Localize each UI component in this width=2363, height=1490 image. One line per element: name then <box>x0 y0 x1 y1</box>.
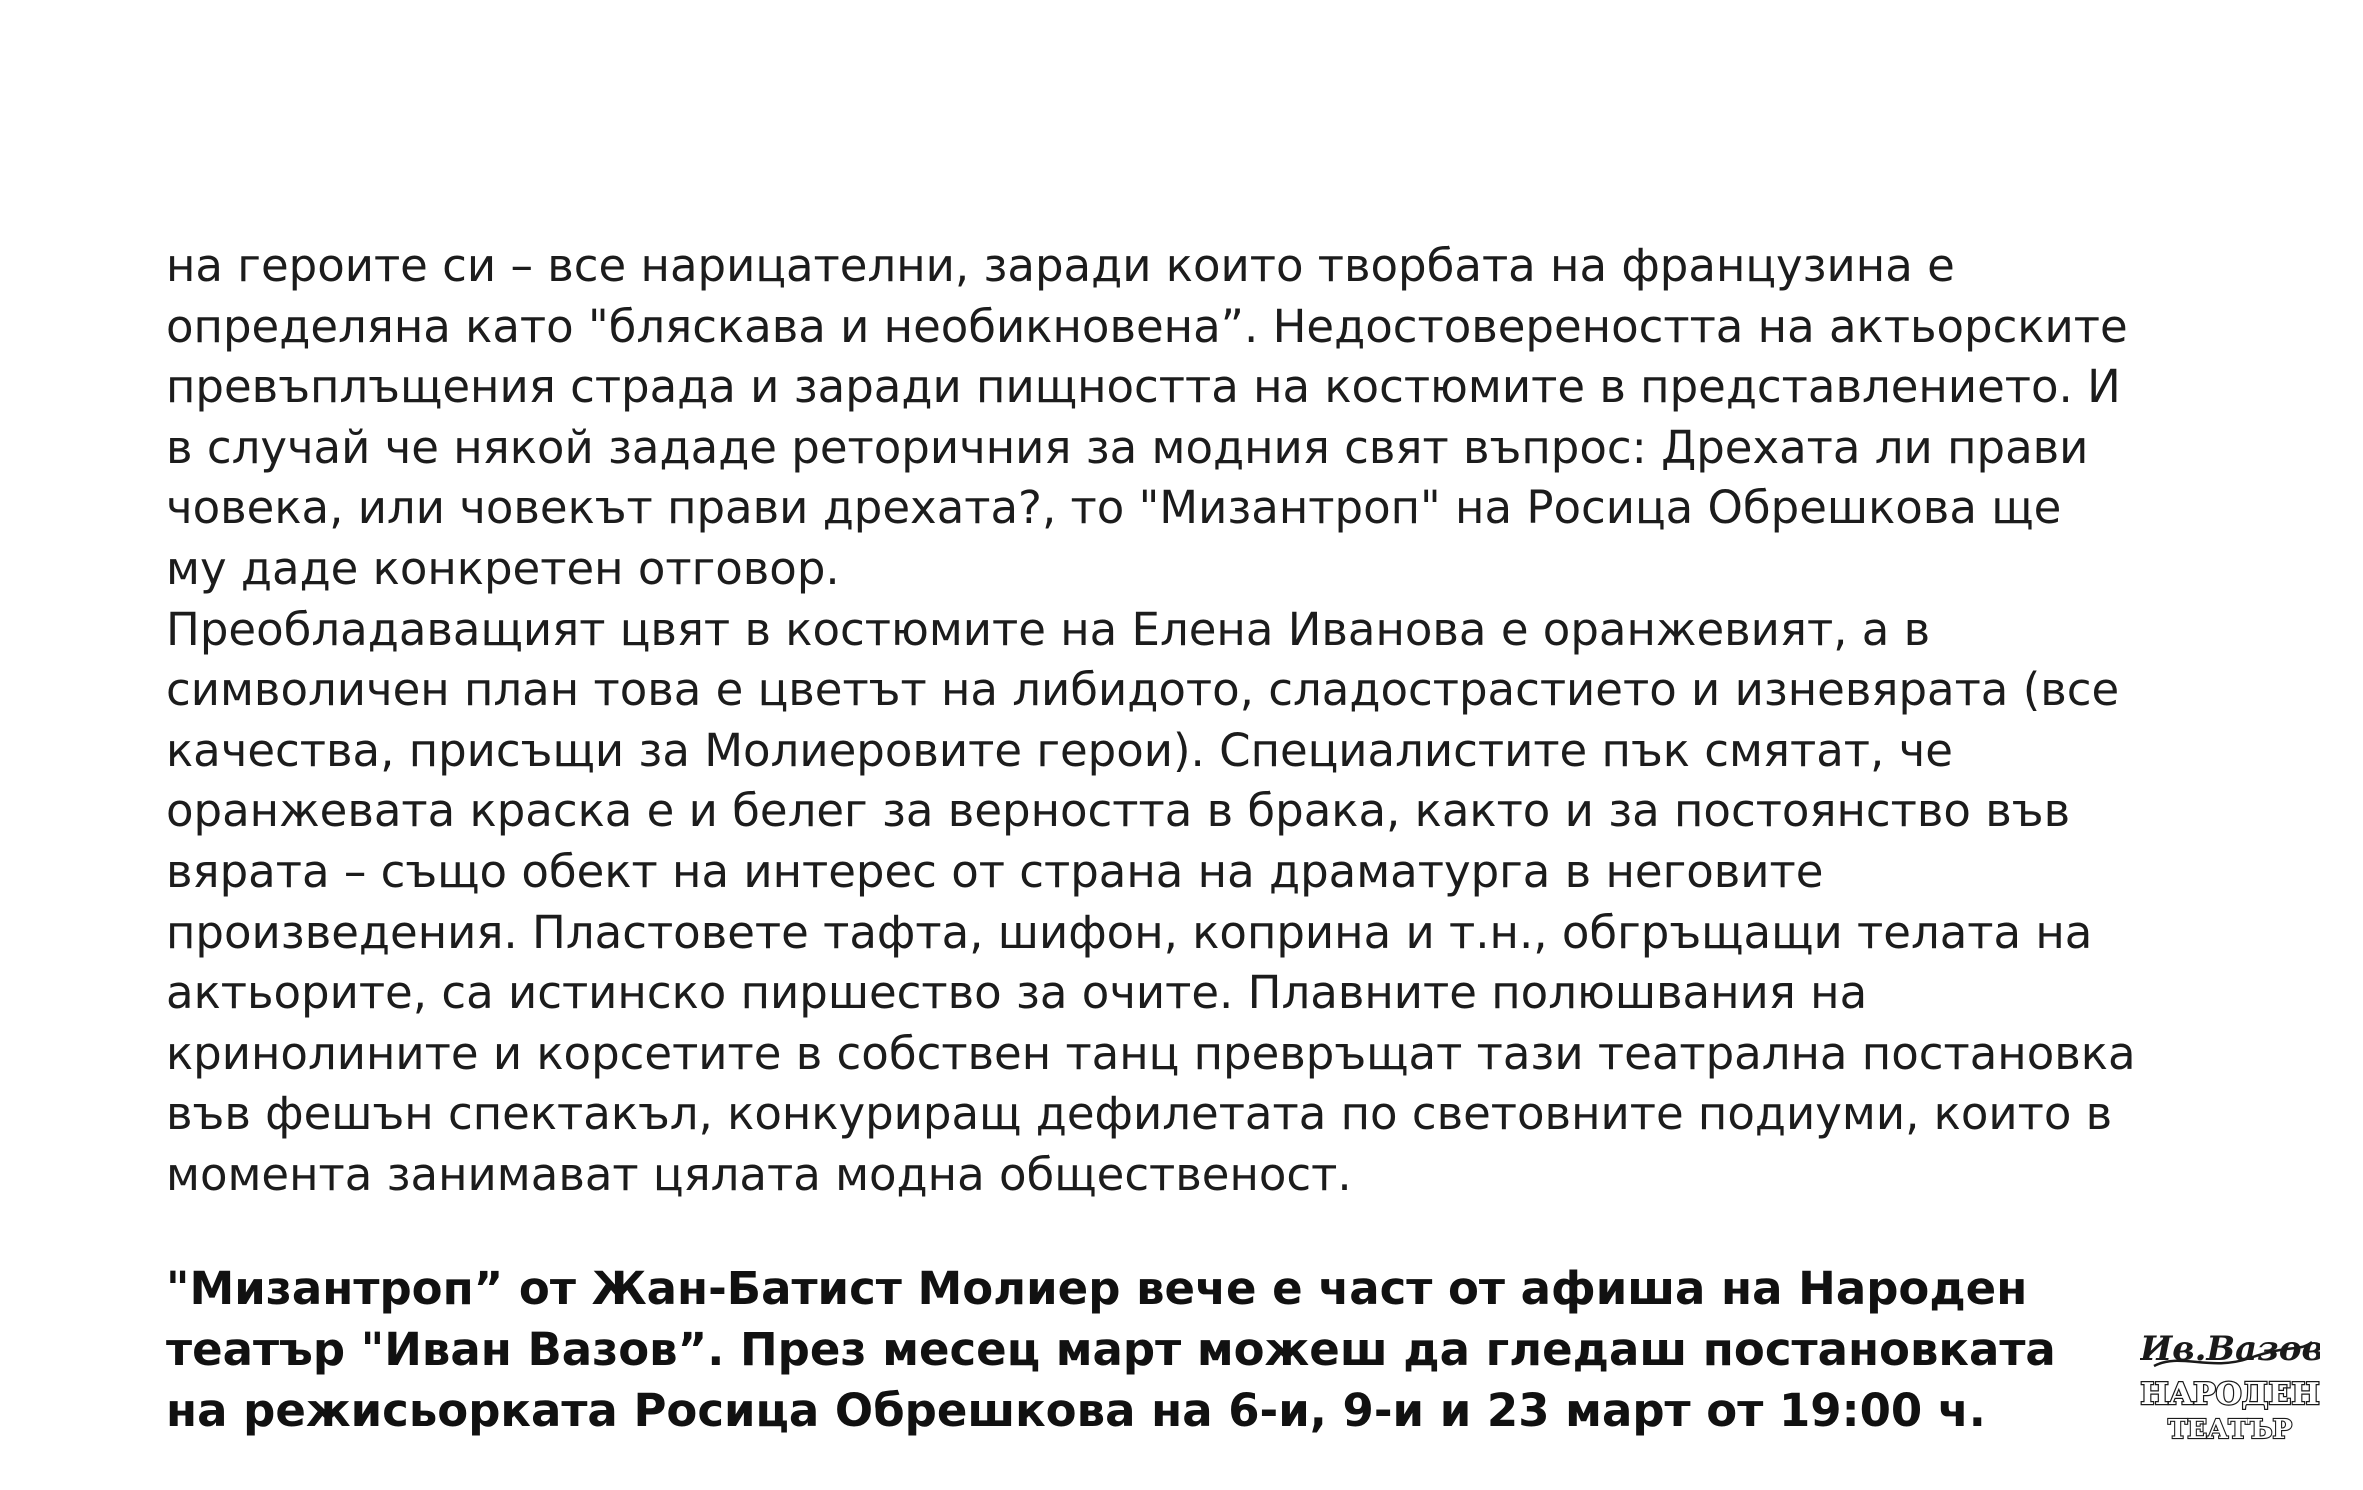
text-line: оранжевата краска е и белег за верността в брака, както и за постоянство във <box>166 784 2071 838</box>
text-line: произведения. Пластовете тафта, шифон, коприна и т.н., обгръщащи телата на <box>166 905 2093 959</box>
logo-line-2: ТЕАТЪР <box>2167 1415 2293 1445</box>
text-line: определяна като "бляскава и необикновена”. Недостовереността на актьорските <box>166 299 2128 353</box>
text-line: превъплъщения страда и заради пищността на костюмите в представлението. И <box>166 360 2121 414</box>
text-line: във фешън спектакъл, конкуриращ дефилетата по световните подиуми, които в <box>166 1087 2113 1141</box>
text-line: символичен план това е цветът на либидото, сладострастието и изневярата (все <box>166 663 2120 717</box>
text-line: Преобладаващият цвят в костюмите на Елена Иванова е оранжевият, а в <box>166 602 1931 656</box>
closing-line: театър "Иван Вазов”. През месец март можеш да гледаш постановката <box>166 1323 2056 1376</box>
paragraph-1 <box>166 236 2326 600</box>
text-line: му даде конкретен отговор. <box>166 541 840 595</box>
text-line: на героите си – все нарицателни, заради които творбата на французина е <box>166 239 1955 292</box>
paragraph-2 <box>166 600 2326 1206</box>
text-line: човека, или човекът прави дрехата?, то "Мизантроп" на Росица Обрешкова ще <box>166 481 2062 535</box>
text-line: момента занимават цялата модна общественост. <box>166 1147 1352 1201</box>
logo-line-1: НАРОДЕН <box>2140 1377 2320 1412</box>
text-line: актьорите, са истинско пиршество за очите. Плавните полюшвания на <box>166 966 1868 1020</box>
closing-line: на режисьорката Росица Обрешкова на 6-и, 9-и и 23 март от 19:00 ч. <box>166 1384 1986 1437</box>
article-body <box>166 236 2326 1206</box>
text-line: качества, присъщи за Молиеровите герои). Специалистите пък смятат, че <box>166 723 1953 777</box>
closing-line: "Мизантроп” от Жан-Батист Молиер вече е част от афиша на Народен <box>166 1262 2028 1315</box>
logo-signature: Ив.Вазов <box>2140 1329 2320 1369</box>
national-theatre-logo <box>2140 1322 2320 1452</box>
closing-announcement <box>166 1258 2166 1441</box>
text-line: вярата – също обект на интерес от страна на драматурга в неговите <box>166 844 1824 898</box>
text-line: кринолините и корсетите в собствен танц превръщат тази театрална постановка <box>166 1026 2136 1080</box>
text-line: в случай че някой зададе реторичния за модния свят въпрос: Дрехата ли прави <box>166 420 2089 474</box>
theatre-logo-graphic <box>2140 1322 2320 1452</box>
